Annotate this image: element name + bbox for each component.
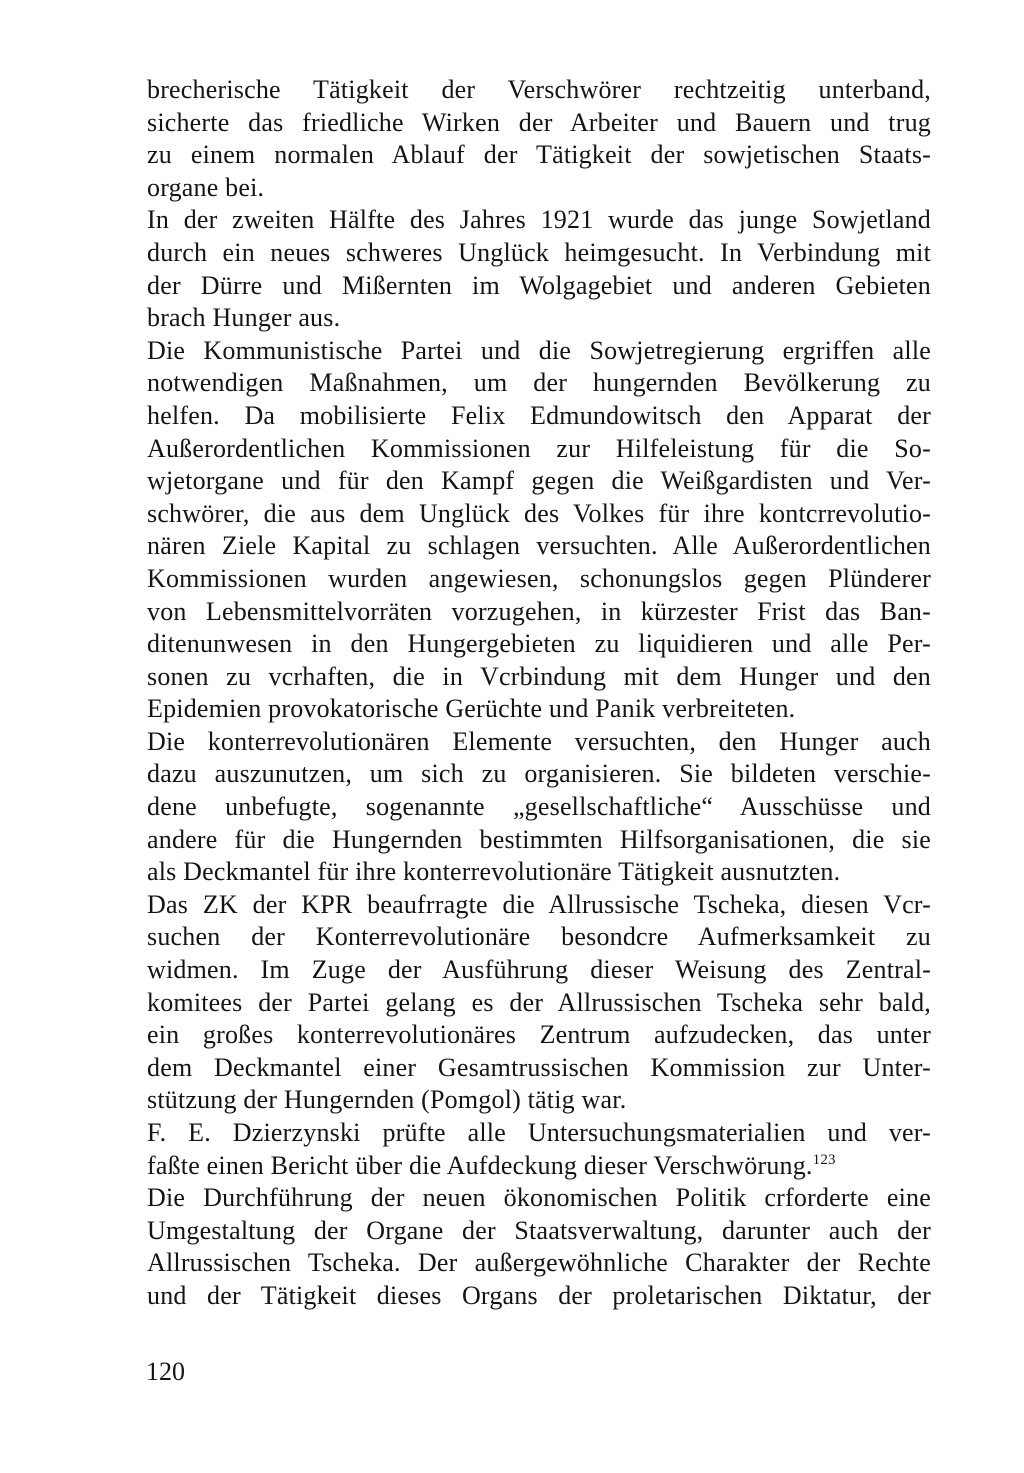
- paragraph-1: [147, 74, 931, 204]
- text-line: andere für die Hungernden bestimmten Hilfsorganisationen, die sie: [147, 824, 931, 854]
- text-line-with-footnote: [147, 1150, 931, 1183]
- text-line: Die Kommunistische Partei und die Sowjetregierung ergriffen alle: [147, 335, 931, 365]
- page-number: 120: [146, 1357, 185, 1386]
- text-line: durch ein neues schweres Unglück heimgesucht. In Verbindung mit: [147, 237, 931, 267]
- body-text: [147, 74, 931, 1313]
- text-line: als Deckmantel für ihre konterrevolutionäre Tätigkeit ausnutzten.: [147, 857, 841, 887]
- text-line: Die Durchführung der neuen ökonomischen Politik crforderte eine: [147, 1183, 931, 1213]
- text-line: organe bei.: [147, 172, 265, 202]
- text-line: notwendigen Maßnahmen, um der hungernden Bevölkerung zu: [147, 368, 931, 398]
- text-line: Allrussischen Tscheka. Der außergewöhnliche Charakter der Rechte: [147, 1248, 931, 1278]
- text-line: brecherische Tätigkeit der Verschwörer rechtzeitig unterband,: [147, 75, 931, 104]
- text-line: F. E. Dzierzynski prüfte alle Untersuchungsmaterialien und ver-: [147, 1118, 931, 1147]
- text-line: Umgestaltung der Organe der Staatsverwaltung, darunter auch der: [147, 1215, 931, 1245]
- text-line: und der Tätigkeit dieses Organs der proletarischen Diktatur, der: [147, 1280, 931, 1310]
- text-line: dene unbefugte, sogenannte „gesellschaftliche“ Ausschüsse und: [147, 792, 931, 822]
- paragraph-4: [147, 726, 931, 889]
- text-line: Das ZK der KPR beaufrragte die Allrussische Tscheka, diesen Vcr-: [147, 889, 931, 919]
- paragraph-5: [147, 889, 931, 1117]
- text-line: sonen zu vcrhaften, die in Vcrbindung mit dem Hunger und den: [147, 661, 931, 691]
- text-line: der Dürre und Mißernten im Wolgagebiet und anderen Gebieten: [147, 270, 931, 300]
- text-line: schwörer, die aus dem Unglück des Volkes für ihre kontcrrevolutio-: [147, 498, 931, 528]
- text-line: Epidemien provokatorische Gerüchte und Panik verbreiteten.: [147, 694, 796, 724]
- text-line: dem Deckmantel einer Gesamtrussischen Kommission zur Unter-: [147, 1052, 931, 1082]
- text-line: suchen der Konterrevolutionäre besondcre Aufmerksamkeit zu: [147, 922, 931, 952]
- text-line: zu einem normalen Ablauf der Tätigkeit der sowjetischen Staats-: [147, 140, 931, 170]
- text-line: Die konterrevolutionären Elemente versuchten, den Hunger auch: [147, 726, 931, 756]
- paragraph-6: [147, 1117, 931, 1182]
- text-line: Außerordentlichen Kommissionen zur Hilfeleistung für die So-: [147, 433, 931, 463]
- paragraph-2: [147, 204, 931, 334]
- text-line: ditenunwesen in den Hungergebieten zu liquidieren und alle Per-: [147, 629, 931, 659]
- text-line: von Lebensmittelvorräten vorzugehen, in kürzester Frist das Ban-: [147, 596, 931, 626]
- text-line: Kommissionen wurden angewiesen, schonungslos gegen Plünderer: [147, 563, 931, 593]
- text-line: widmen. Im Zuge der Ausführung dieser Weisung des Zentral-: [147, 955, 931, 985]
- text-line: In der zweiten Hälfte des Jahres 1921 wurde das junge Sowjetland: [147, 205, 931, 235]
- text-line: helfen. Da mobilisierte Felix Edmundowitsch den Apparat der: [147, 400, 931, 430]
- text-line: dazu auszunutzen, um sich zu organisieren. Sie bildeten verschie-: [147, 759, 931, 789]
- paragraph-7: [147, 1182, 931, 1312]
- text-line: sicherte das friedliche Wirken der Arbeiter und Bauern und trug: [147, 107, 931, 137]
- text-line: komitees der Partei gelang es der Allrussischen Tscheka sehr bald,: [147, 987, 931, 1017]
- footnote-reference: 123: [812, 1151, 836, 1168]
- text-line: stützung der Hungernden (Pomgol) tätig war.: [147, 1085, 627, 1115]
- text-line: nären Ziele Kapital zu schlagen versuchten. Alle Außerordentlichen: [147, 531, 931, 561]
- text-line: ein großes konterrevolutionäres Zentrum aufzudecken, das unter: [147, 1020, 931, 1050]
- paragraph-3: [147, 335, 931, 726]
- text-line-content: faßte einen Bericht über die Aufdeckung dieser Verschwörung.: [147, 1150, 813, 1180]
- text-line: wjetorgane und für den Kampf gegen die Weißgardisten und Ver-: [147, 466, 931, 496]
- text-line: brach Hunger aus.: [147, 303, 341, 333]
